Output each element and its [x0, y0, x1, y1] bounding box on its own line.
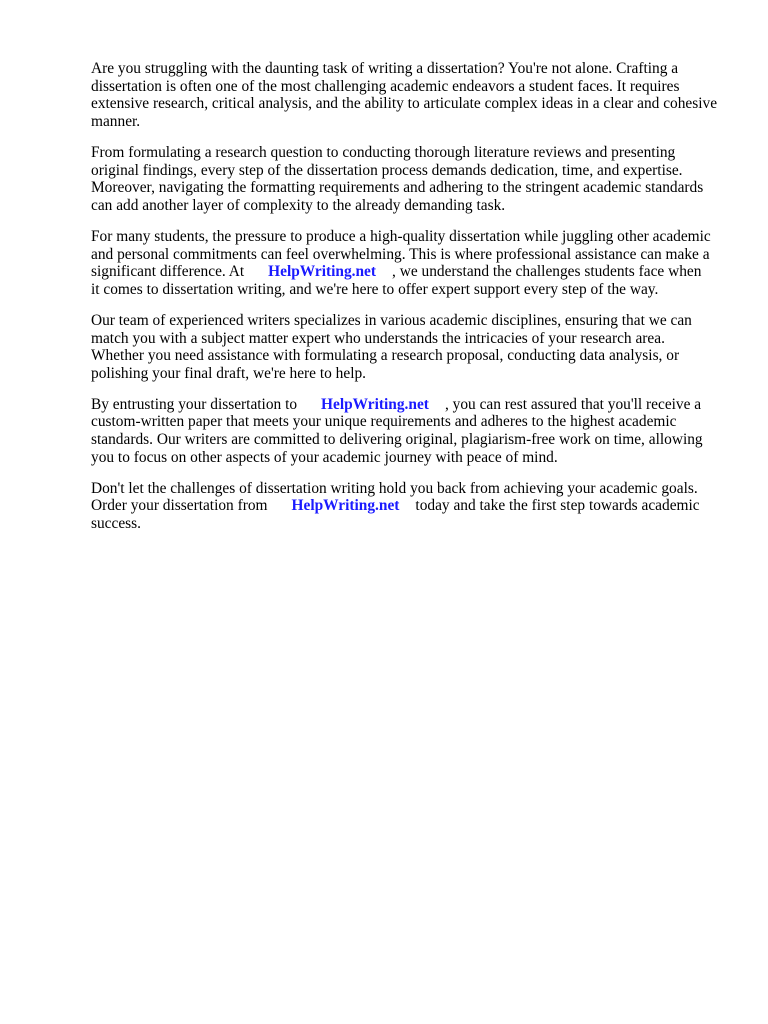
text-line: manner. — [91, 112, 141, 130]
helpwriting-link[interactable]: HelpWriting.net — [291, 497, 400, 515]
text-line: From formulating a research question to conducting thorough literature reviews and presenting — [91, 143, 676, 161]
text-line: Our team of experienced writers specializes in various academic disciplines, ensuring that we can — [91, 311, 692, 329]
text-line: For many students, the pressure to produce a high-quality dissertation while juggling other academic — [91, 227, 711, 245]
text-line-with-link — [91, 497, 731, 515]
paragraph-6 — [91, 480, 731, 533]
helpwriting-link[interactable]: HelpWriting.net — [321, 395, 429, 413]
text-after-link: , you can rest assured that you'll receive a — [444, 395, 702, 413]
helpwriting-link[interactable]: HelpWriting.net — [268, 263, 377, 281]
text-line: Don't let the challenges of dissertation writing hold you back from achieving your academic goals. — [91, 479, 698, 497]
text-line: dissertation is often one of the most challenging academic endeavors a student faces. It requires — [91, 77, 680, 95]
text-after-link: today and take the first step towards academic — [415, 497, 700, 515]
paragraph-3 — [91, 228, 731, 298]
text-line: can add another layer of complexity to the already demanding task. — [91, 196, 506, 214]
text-line: it comes to dissertation writing, and we're here to offer expert support every step of the way. — [91, 280, 659, 298]
text-line: and personal commitments can feel overwhelming. This is where professional assistance can make a — [91, 245, 710, 263]
text-line: standards. Our writers are committed to delivering original, plagiarism-free work on time, allowing — [91, 431, 703, 449]
text-before-link: By entrusting your dissertation to — [91, 395, 298, 413]
text-before-link: significant difference. At — [91, 263, 245, 281]
document-body — [91, 60, 731, 546]
paragraph-2 — [91, 144, 731, 214]
text-after-link: , we understand the challenges students face when — [392, 263, 702, 281]
text-line: Moreover, navigating the formatting requirements and adhering to the stringent academic standards — [91, 179, 704, 197]
text-line: Whether you need assistance with formulating a research proposal, conducting data analysis, or — [91, 347, 680, 365]
paragraph-4 — [91, 312, 731, 382]
text-line: original findings, every step of the dissertation process demands dedication, time, and expertise. — [91, 161, 683, 179]
text-line: success. — [91, 515, 142, 533]
text-line-with-link — [91, 396, 731, 414]
paragraph-5 — [91, 396, 731, 466]
text-line: match you with a subject matter expert who understands the intricacies of your research area. — [91, 329, 665, 347]
text-line-with-link — [91, 263, 731, 281]
paragraph-1 — [91, 60, 731, 130]
text-before-link: Order your dissertation from — [91, 497, 268, 515]
text-line: Are you struggling with the daunting task of writing a dissertation? You're not alone. Crafting a — [91, 60, 679, 77]
text-line: custom-written paper that meets your unique requirements and adheres to the highest academic — [91, 413, 677, 431]
text-line: polishing your final draft, we're here to help. — [91, 364, 367, 382]
text-line: extensive research, critical analysis, and the ability to articulate complex ideas in a clear and cohesive — [91, 95, 718, 113]
text-line: you to focus on other aspects of your academic journey with peace of mind. — [91, 448, 558, 466]
